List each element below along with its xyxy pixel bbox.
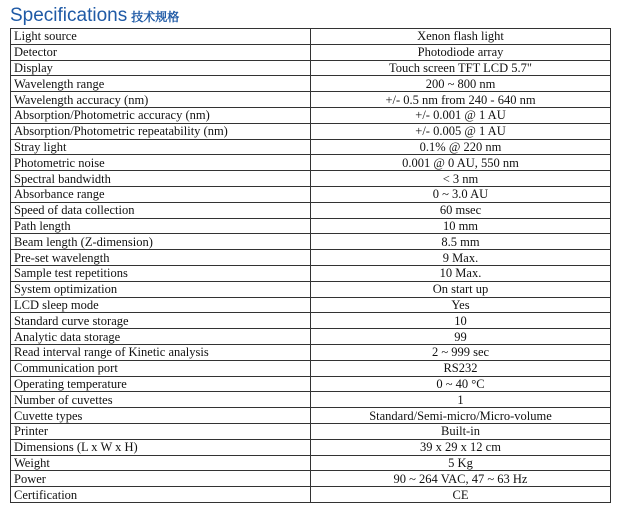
table-row (11, 281, 611, 297)
table-row (11, 392, 611, 408)
table-row (11, 313, 611, 329)
table-row (11, 139, 611, 155)
table-row (11, 107, 611, 123)
spec-value: 9 Max. (311, 250, 611, 266)
spec-value: Touch screen TFT LCD 5.7" (311, 60, 611, 76)
spec-value: 0 ~ 3.0 AU (311, 186, 611, 202)
spec-value: 90 ~ 264 VAC, 47 ~ 63 Hz (311, 471, 611, 487)
spec-label: Absorption/Photometric repeatability (nm) (11, 123, 311, 139)
spec-value: < 3 nm (311, 171, 611, 187)
spec-label: Number of cuvettes (11, 392, 311, 408)
spec-label: Detector (11, 44, 311, 60)
title-english: Specifications (10, 5, 128, 26)
table-row (11, 202, 611, 218)
table-row (11, 171, 611, 187)
table-row (11, 329, 611, 345)
spec-label: Analytic data storage (11, 329, 311, 345)
spec-value: 5 Kg (311, 455, 611, 471)
spec-value: 200 ~ 800 nm (311, 76, 611, 92)
spec-value: Built-in (311, 423, 611, 439)
spec-label: Standard curve storage (11, 313, 311, 329)
table-row (11, 44, 611, 60)
spec-value: On start up (311, 281, 611, 297)
spec-label: Path length (11, 218, 311, 234)
spec-label: Display (11, 60, 311, 76)
table-row (11, 155, 611, 171)
spec-label: Light source (11, 29, 311, 45)
table-row (11, 76, 611, 92)
spec-label: Weight (11, 455, 311, 471)
spec-label: System optimization (11, 281, 311, 297)
table-row (11, 250, 611, 266)
table-row (11, 487, 611, 503)
spec-value: Standard/Semi-micro/Micro-volume (311, 408, 611, 424)
spec-value: CE (311, 487, 611, 503)
spec-label: Absorbance range (11, 186, 311, 202)
spec-label: Printer (11, 423, 311, 439)
spec-value: 1 (311, 392, 611, 408)
spec-label: Speed of data collection (11, 202, 311, 218)
spec-value: 39 x 29 x 12 cm (311, 439, 611, 455)
table-row (11, 92, 611, 108)
spec-value: 60 msec (311, 202, 611, 218)
table-row (11, 376, 611, 392)
specifications-table (10, 28, 611, 503)
spec-value: 0.001 @ 0 AU, 550 nm (311, 155, 611, 171)
table-row (11, 29, 611, 45)
spec-value: RS232 (311, 360, 611, 376)
spec-label: Power (11, 471, 311, 487)
spec-value: +/- 0.005 @ 1 AU (311, 123, 611, 139)
spec-label: Operating temperature (11, 376, 311, 392)
spec-value: 10 mm (311, 218, 611, 234)
spec-value: 10 Max. (311, 265, 611, 281)
table-row (11, 408, 611, 424)
table-row (11, 297, 611, 313)
specifications-table-body (11, 29, 611, 503)
spec-value: 10 (311, 313, 611, 329)
table-row (11, 234, 611, 250)
spec-value: Yes (311, 297, 611, 313)
spec-label: Beam length (Z-dimension) (11, 234, 311, 250)
spec-value: 99 (311, 329, 611, 345)
title-chinese: 技术规格 (131, 10, 180, 24)
table-row (11, 265, 611, 281)
spec-label: Communication port (11, 360, 311, 376)
table-row (11, 439, 611, 455)
spec-value: Xenon flash light (311, 29, 611, 45)
spec-value: Photodiode array (311, 44, 611, 60)
spec-label: Sample test repetitions (11, 265, 311, 281)
table-row (11, 455, 611, 471)
spec-label: LCD sleep mode (11, 297, 311, 313)
spec-label: Pre-set wavelength (11, 250, 311, 266)
spec-label: Cuvette types (11, 408, 311, 424)
spec-label: Stray light (11, 139, 311, 155)
spec-label: Spectral bandwidth (11, 171, 311, 187)
table-row (11, 123, 611, 139)
spec-label: Photometric noise (11, 155, 311, 171)
spec-label: Read interval range of Kinetic analysis (11, 344, 311, 360)
table-row (11, 344, 611, 360)
table-row (11, 423, 611, 439)
table-row (11, 471, 611, 487)
table-row (11, 360, 611, 376)
table-row (11, 186, 611, 202)
spec-value: 0.1% @ 220 nm (311, 139, 611, 155)
table-row (11, 218, 611, 234)
spec-label: Dimensions (L x W x H) (11, 439, 311, 455)
page-title (10, 4, 179, 28)
spec-label: Wavelength range (11, 76, 311, 92)
spec-label: Certification (11, 487, 311, 503)
spec-value: +/- 0.001 @ 1 AU (311, 107, 611, 123)
spec-label: Wavelength accuracy (nm) (11, 92, 311, 108)
spec-value: 0 ~ 40 °C (311, 376, 611, 392)
table-row (11, 60, 611, 76)
spec-value: +/- 0.5 nm from 240 - 640 nm (311, 92, 611, 108)
spec-value: 8.5 mm (311, 234, 611, 250)
spec-value: 2 ~ 999 sec (311, 344, 611, 360)
spec-label: Absorption/Photometric accuracy (nm) (11, 107, 311, 123)
